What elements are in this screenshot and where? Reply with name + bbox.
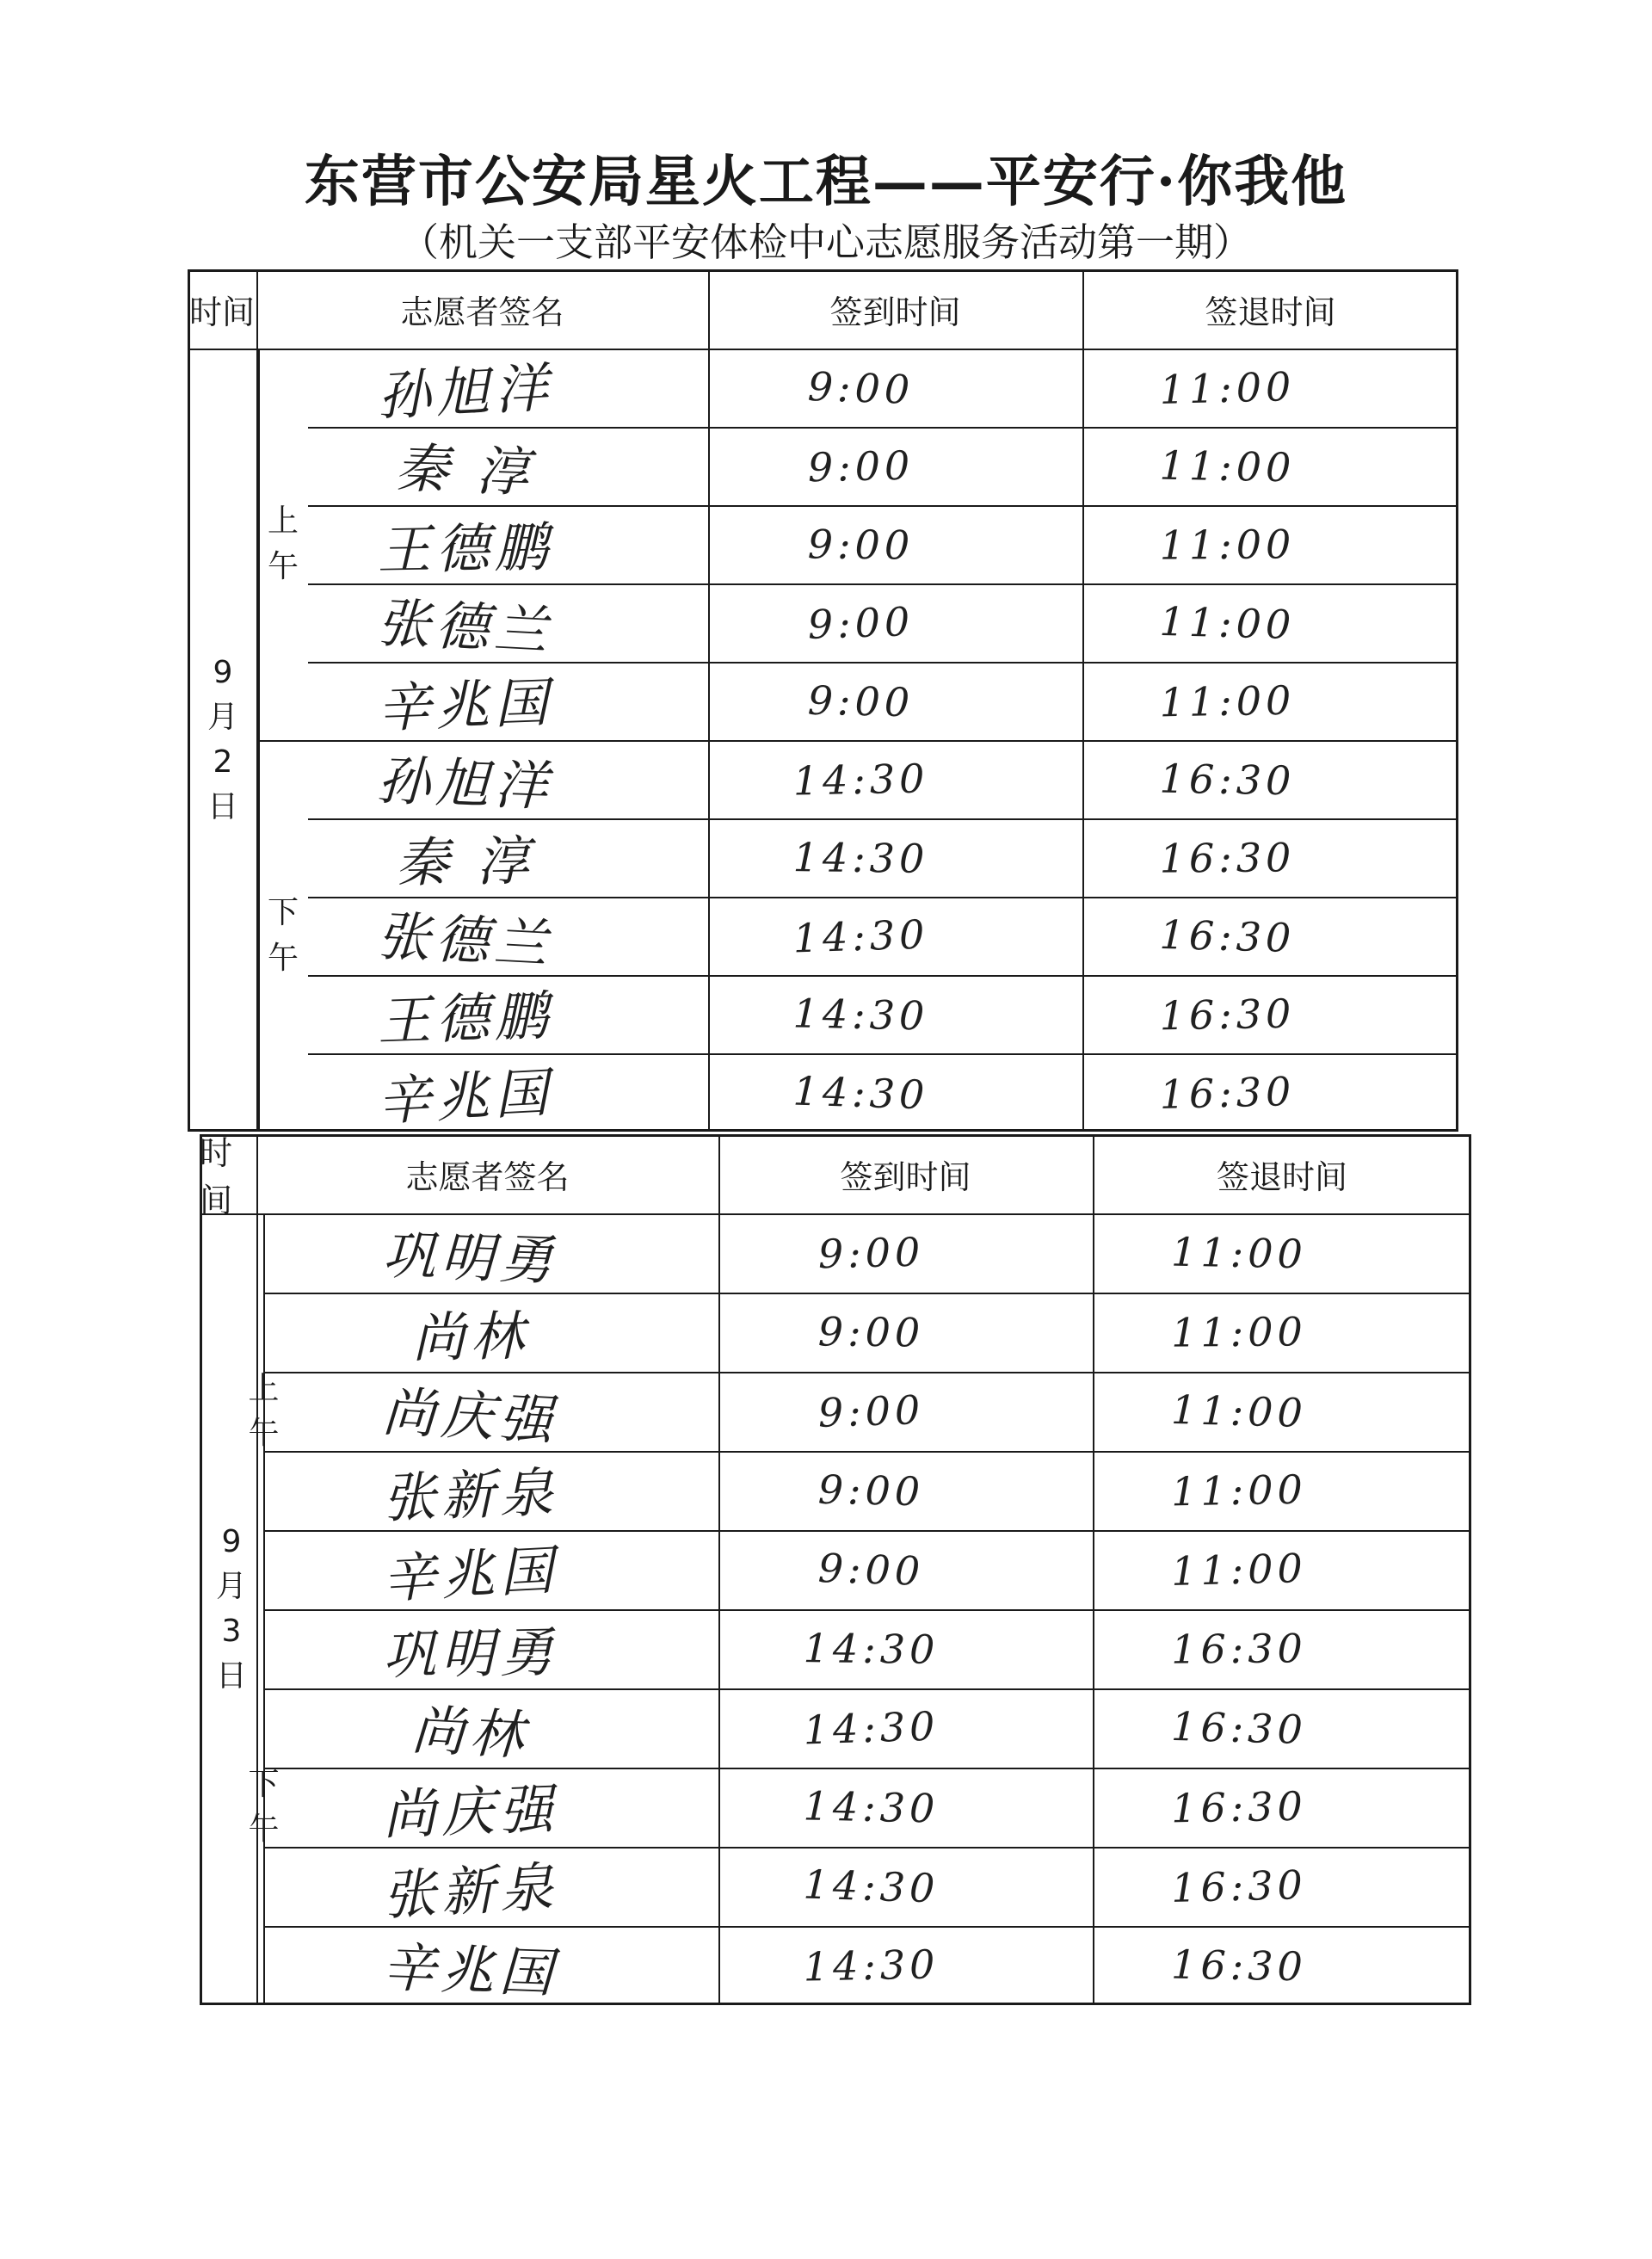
sign-in-time: 9:00 [807, 520, 915, 569]
period-char: 午 [267, 940, 299, 976]
sign-in-time: 9:00 [817, 1545, 925, 1595]
volunteer-signature: 巩明勇 [381, 1620, 559, 1687]
sign-out-time: 11:00 [1170, 1544, 1308, 1595]
volunteer-signature: 张德兰 [375, 904, 555, 977]
date-label [200, 1213, 263, 2005]
sign-out-time: 16:30 [1159, 833, 1296, 882]
sign-out-time: 16:30 [1170, 1782, 1308, 1832]
sign-in-time: 9:00 [807, 597, 915, 648]
sign-out-time: 11:00 [1170, 1466, 1308, 1515]
volunteer-signature: 辛兆国 [376, 670, 554, 740]
col-header-sign-in: 签到时间 [840, 1157, 971, 1196]
table-vertical-rule [1082, 269, 1084, 1132]
volunteer-signature: 王德鹏 [376, 984, 554, 1053]
sign-out-time: 11:00 [1159, 597, 1296, 648]
sign-in-time: 14:30 [792, 754, 929, 805]
volunteer-signature: 尚庆强 [380, 1379, 560, 1452]
sign-in-time: 14:30 [803, 1782, 940, 1832]
volunteer-signature: 尚林 [410, 1304, 530, 1369]
sign-in-time: 9:00 [817, 1308, 925, 1356]
date-char: 日 [215, 1658, 247, 1694]
volunteer-signature: 辛兆国 [375, 1060, 555, 1133]
sign-out-time: 16:30 [1159, 1067, 1296, 1118]
volunteer-signature: 孙旭洋 [375, 355, 555, 429]
sign-out-time: 11:00 [1159, 362, 1296, 413]
period-char: 上 [267, 503, 299, 540]
col-header-sign-out: 签退时间 [1205, 293, 1336, 331]
col-header-time: 时间 [188, 293, 255, 331]
document-title: 东营市公安局星火工程——平安行·你我他 [304, 150, 1348, 214]
date-char: 日 [206, 789, 238, 825]
sign-in-time: 14:30 [803, 1941, 940, 1991]
col-header-time: 时间 [200, 1134, 233, 1219]
sign-in-time: 9:00 [807, 362, 915, 413]
period-label-afternoon [248, 1609, 280, 2005]
sign-in-time: 14:30 [792, 910, 930, 961]
sign-in-time: 14:30 [802, 1861, 940, 1912]
table-vertical-rule [1093, 1134, 1094, 2005]
period-char: 午 [248, 1416, 280, 1451]
volunteer-signature: 辛兆国 [380, 1538, 560, 1610]
sign-in-time: 9:00 [817, 1386, 925, 1436]
volunteer-signature: 秦 淳 [395, 829, 536, 895]
sign-in-time: 14:30 [803, 1625, 940, 1673]
col-header-signature: 志愿者签名 [400, 293, 564, 331]
volunteer-signature: 辛兆国 [381, 1935, 559, 2005]
sign-in-time: 14:30 [802, 1702, 940, 1754]
volunteer-signature: 尚林 [410, 1697, 531, 1768]
volunteer-signature: 秦 淳 [394, 436, 536, 504]
sign-out-time: 16:30 [1159, 755, 1296, 804]
sign-in-time: 9:00 [817, 1228, 925, 1278]
date-char: 9 [221, 1523, 242, 1559]
sign-out-time: 11:00 [1170, 1308, 1308, 1356]
col-header-sign-in: 签到时间 [829, 293, 961, 331]
date-char: 月 [215, 1568, 247, 1604]
period-char: 午 [248, 1812, 280, 1847]
volunteer-signature: 张新泉 [380, 1855, 560, 1927]
sign-out-time: 16:30 [1159, 910, 1296, 961]
volunteer-signature: 王德鹏 [376, 515, 554, 582]
sign-out-time: 11:00 [1170, 1228, 1308, 1278]
sign-out-time: 16:30 [1170, 1861, 1308, 1912]
period-label-morning [248, 1213, 280, 1609]
date-char: 月 [206, 699, 238, 735]
sign-out-time: 16:30 [1170, 1625, 1308, 1673]
sign-in-time: 14:30 [792, 989, 929, 1040]
sign-out-time: 11:00 [1170, 1386, 1308, 1437]
table-vertical-rule [718, 1134, 720, 2005]
volunteer-signature: 孙旭洋 [376, 749, 554, 818]
sign-out-time: 11:00 [1159, 676, 1296, 725]
date-label [188, 349, 258, 1132]
period-char: 午 [267, 548, 299, 584]
sign-out-time: 16:30 [1170, 1702, 1308, 1754]
volunteer-signature: 张新泉 [381, 1460, 559, 1530]
sign-out-time: 11:00 [1159, 441, 1296, 491]
col-header-signature: 志愿者签名 [405, 1157, 570, 1196]
sign-in-time: 9:00 [817, 1466, 925, 1515]
sign-in-time: 9:00 [807, 441, 915, 491]
table-vertical-rule [708, 269, 710, 1132]
sign-out-time: 16:30 [1170, 1941, 1308, 1991]
date-char: 2 [213, 744, 233, 780]
col-header-sign-out: 签退时间 [1216, 1157, 1347, 1196]
sign-in-time: 9:00 [807, 676, 915, 725]
date-char: 9 [213, 654, 233, 690]
period-char: 上 [248, 1370, 280, 1406]
sign-in-time: 14:30 [792, 833, 929, 882]
date-char: 3 [221, 1614, 242, 1649]
document-subtitle: （机关一支部平安体检中心志愿服务活动第一期） [399, 219, 1252, 265]
sign-out-time: 16:30 [1159, 990, 1296, 1039]
sign-in-time: 14:30 [792, 1067, 930, 1118]
volunteer-signature: 张德兰 [375, 590, 555, 664]
sign-out-time: 11:00 [1159, 520, 1296, 569]
period-char: 下 [248, 1766, 280, 1802]
volunteer-signature: 尚庆强 [381, 1776, 559, 1847]
period-char: 下 [267, 895, 299, 931]
volunteer-signature: 巩明勇 [381, 1222, 559, 1293]
